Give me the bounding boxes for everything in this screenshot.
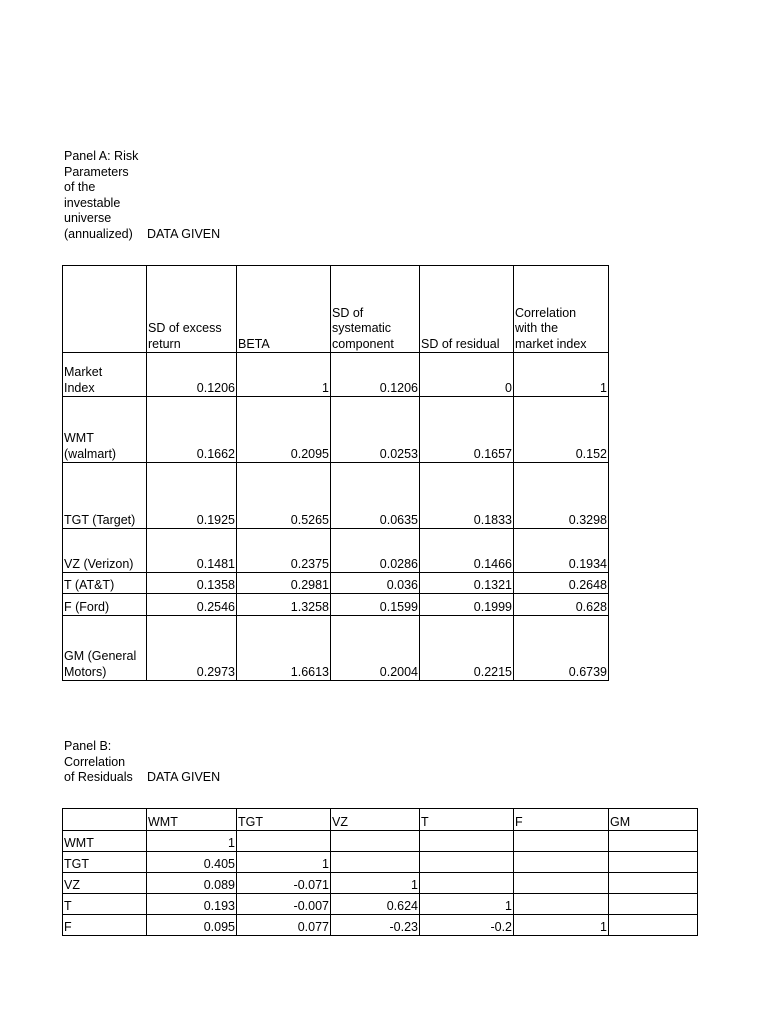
row-label: GM (General Motors) [63, 616, 147, 681]
table-row [63, 529, 609, 573]
header-t: T [420, 809, 514, 831]
table-row [63, 894, 698, 915]
cell-value: 0.152 [514, 397, 609, 463]
cell-value: 0.628 [514, 594, 609, 616]
cell-value [420, 873, 514, 894]
cell-value: 1 [237, 353, 331, 397]
cell-value [420, 831, 514, 852]
residual-correlation-table [62, 808, 698, 936]
row-label: F (Ford) [63, 594, 147, 616]
cell-value: -0.23 [331, 915, 420, 936]
cell-value: 0.1999 [420, 594, 514, 616]
cell-value [609, 894, 698, 915]
panel-a-title: Panel A: Risk Parameters of the investable universe (annualized) [64, 149, 139, 241]
cell-value: 0.077 [237, 915, 331, 936]
cell-value: 0.1206 [147, 353, 237, 397]
cell-value: 0.3298 [514, 463, 609, 529]
panel-b-title: Panel B: Correlation of Residuals [64, 739, 133, 784]
header-wmt: WMT [147, 809, 237, 831]
table-row [63, 397, 609, 463]
cell-value: 0.624 [331, 894, 420, 915]
cell-value: 0.1599 [331, 594, 420, 616]
cell-value: 0.2973 [147, 616, 237, 681]
cell-value: 0.1833 [420, 463, 514, 529]
cell-value: 0.036 [331, 573, 420, 594]
table-row [63, 873, 698, 894]
cell-value: 0.1925 [147, 463, 237, 529]
cell-value [609, 852, 698, 873]
cell-value [331, 852, 420, 873]
cell-value: 0.2546 [147, 594, 237, 616]
row-label: VZ [63, 873, 147, 894]
table-header-row [63, 809, 698, 831]
cell-value: -0.007 [237, 894, 331, 915]
cell-value: 0.193 [147, 894, 237, 915]
cell-value: 0.0286 [331, 529, 420, 573]
cell-value [609, 915, 698, 936]
cell-value: 1 [514, 915, 609, 936]
table-row [63, 463, 609, 529]
cell-value: 0.1466 [420, 529, 514, 573]
cell-value: 0.0253 [331, 397, 420, 463]
cell-value: 0.1321 [420, 573, 514, 594]
row-label: T [63, 894, 147, 915]
cell-value: 0.1206 [331, 353, 420, 397]
cell-value: 0.1481 [147, 529, 237, 573]
header-gm: GM [609, 809, 698, 831]
header-correlation-market: Correlation with the market index [514, 266, 609, 353]
cell-value: 0.0635 [331, 463, 420, 529]
row-label: Market Index [63, 353, 147, 397]
table-header-row [63, 266, 609, 353]
cell-value: 1 [147, 831, 237, 852]
cell-value: 0.5265 [237, 463, 331, 529]
header-cell-blank [63, 266, 147, 353]
risk-parameters-table [62, 265, 609, 681]
cell-value: 0.2215 [420, 616, 514, 681]
cell-value: 0.6739 [514, 616, 609, 681]
header-beta: BETA [237, 266, 331, 353]
cell-value: -0.2 [420, 915, 514, 936]
cell-value: 0.1358 [147, 573, 237, 594]
header-sd-excess-return: SD of excess return [147, 266, 237, 353]
cell-value [609, 831, 698, 852]
table-row [63, 852, 698, 873]
table-row [63, 616, 609, 681]
cell-value: 1 [514, 353, 609, 397]
cell-value: 0.1657 [420, 397, 514, 463]
table-row [63, 353, 609, 397]
cell-value [420, 852, 514, 873]
cell-value: 0.089 [147, 873, 237, 894]
row-label: T (AT&T) [63, 573, 147, 594]
table-row [63, 594, 609, 616]
table-row [63, 573, 609, 594]
header-sd-systematic: SD of systematic component [331, 266, 420, 353]
cell-value [331, 831, 420, 852]
row-label: F [63, 915, 147, 936]
cell-value: 1 [420, 894, 514, 915]
cell-value: 0.2095 [237, 397, 331, 463]
cell-value: 0.2648 [514, 573, 609, 594]
header-cell-blank [63, 809, 147, 831]
row-label: TGT [63, 852, 147, 873]
header-f: F [514, 809, 609, 831]
cell-value: 0 [420, 353, 514, 397]
row-label: WMT [63, 831, 147, 852]
cell-value: 1 [237, 852, 331, 873]
panel-a-data-given-tag: DATA GIVEN [147, 227, 221, 241]
cell-value: 1.3258 [237, 594, 331, 616]
header-tgt: TGT [237, 809, 331, 831]
cell-value: 1 [331, 873, 420, 894]
cell-value [514, 873, 609, 894]
row-label: WMT (walmart) [63, 397, 147, 463]
cell-value: 0.2004 [331, 616, 420, 681]
cell-value: 1.6613 [237, 616, 331, 681]
cell-value [609, 873, 698, 894]
table-row [63, 831, 698, 852]
panel-b-data-given-tag: DATA GIVEN [147, 770, 221, 784]
cell-value: -0.071 [237, 873, 331, 894]
cell-value [514, 831, 609, 852]
row-label: VZ (Verizon) [63, 529, 147, 573]
cell-value: 0.2981 [237, 573, 331, 594]
cell-value: 0.1662 [147, 397, 237, 463]
header-vz: VZ [331, 809, 420, 831]
cell-value: 0.095 [147, 915, 237, 936]
cell-value: 0.405 [147, 852, 237, 873]
cell-value [514, 894, 609, 915]
cell-value [237, 831, 331, 852]
cell-value: 0.2375 [237, 529, 331, 573]
table-row [63, 915, 698, 936]
row-label: TGT (Target) [63, 463, 147, 529]
header-sd-residual: SD of residual [420, 266, 514, 353]
cell-value [514, 852, 609, 873]
cell-value: 0.1934 [514, 529, 609, 573]
